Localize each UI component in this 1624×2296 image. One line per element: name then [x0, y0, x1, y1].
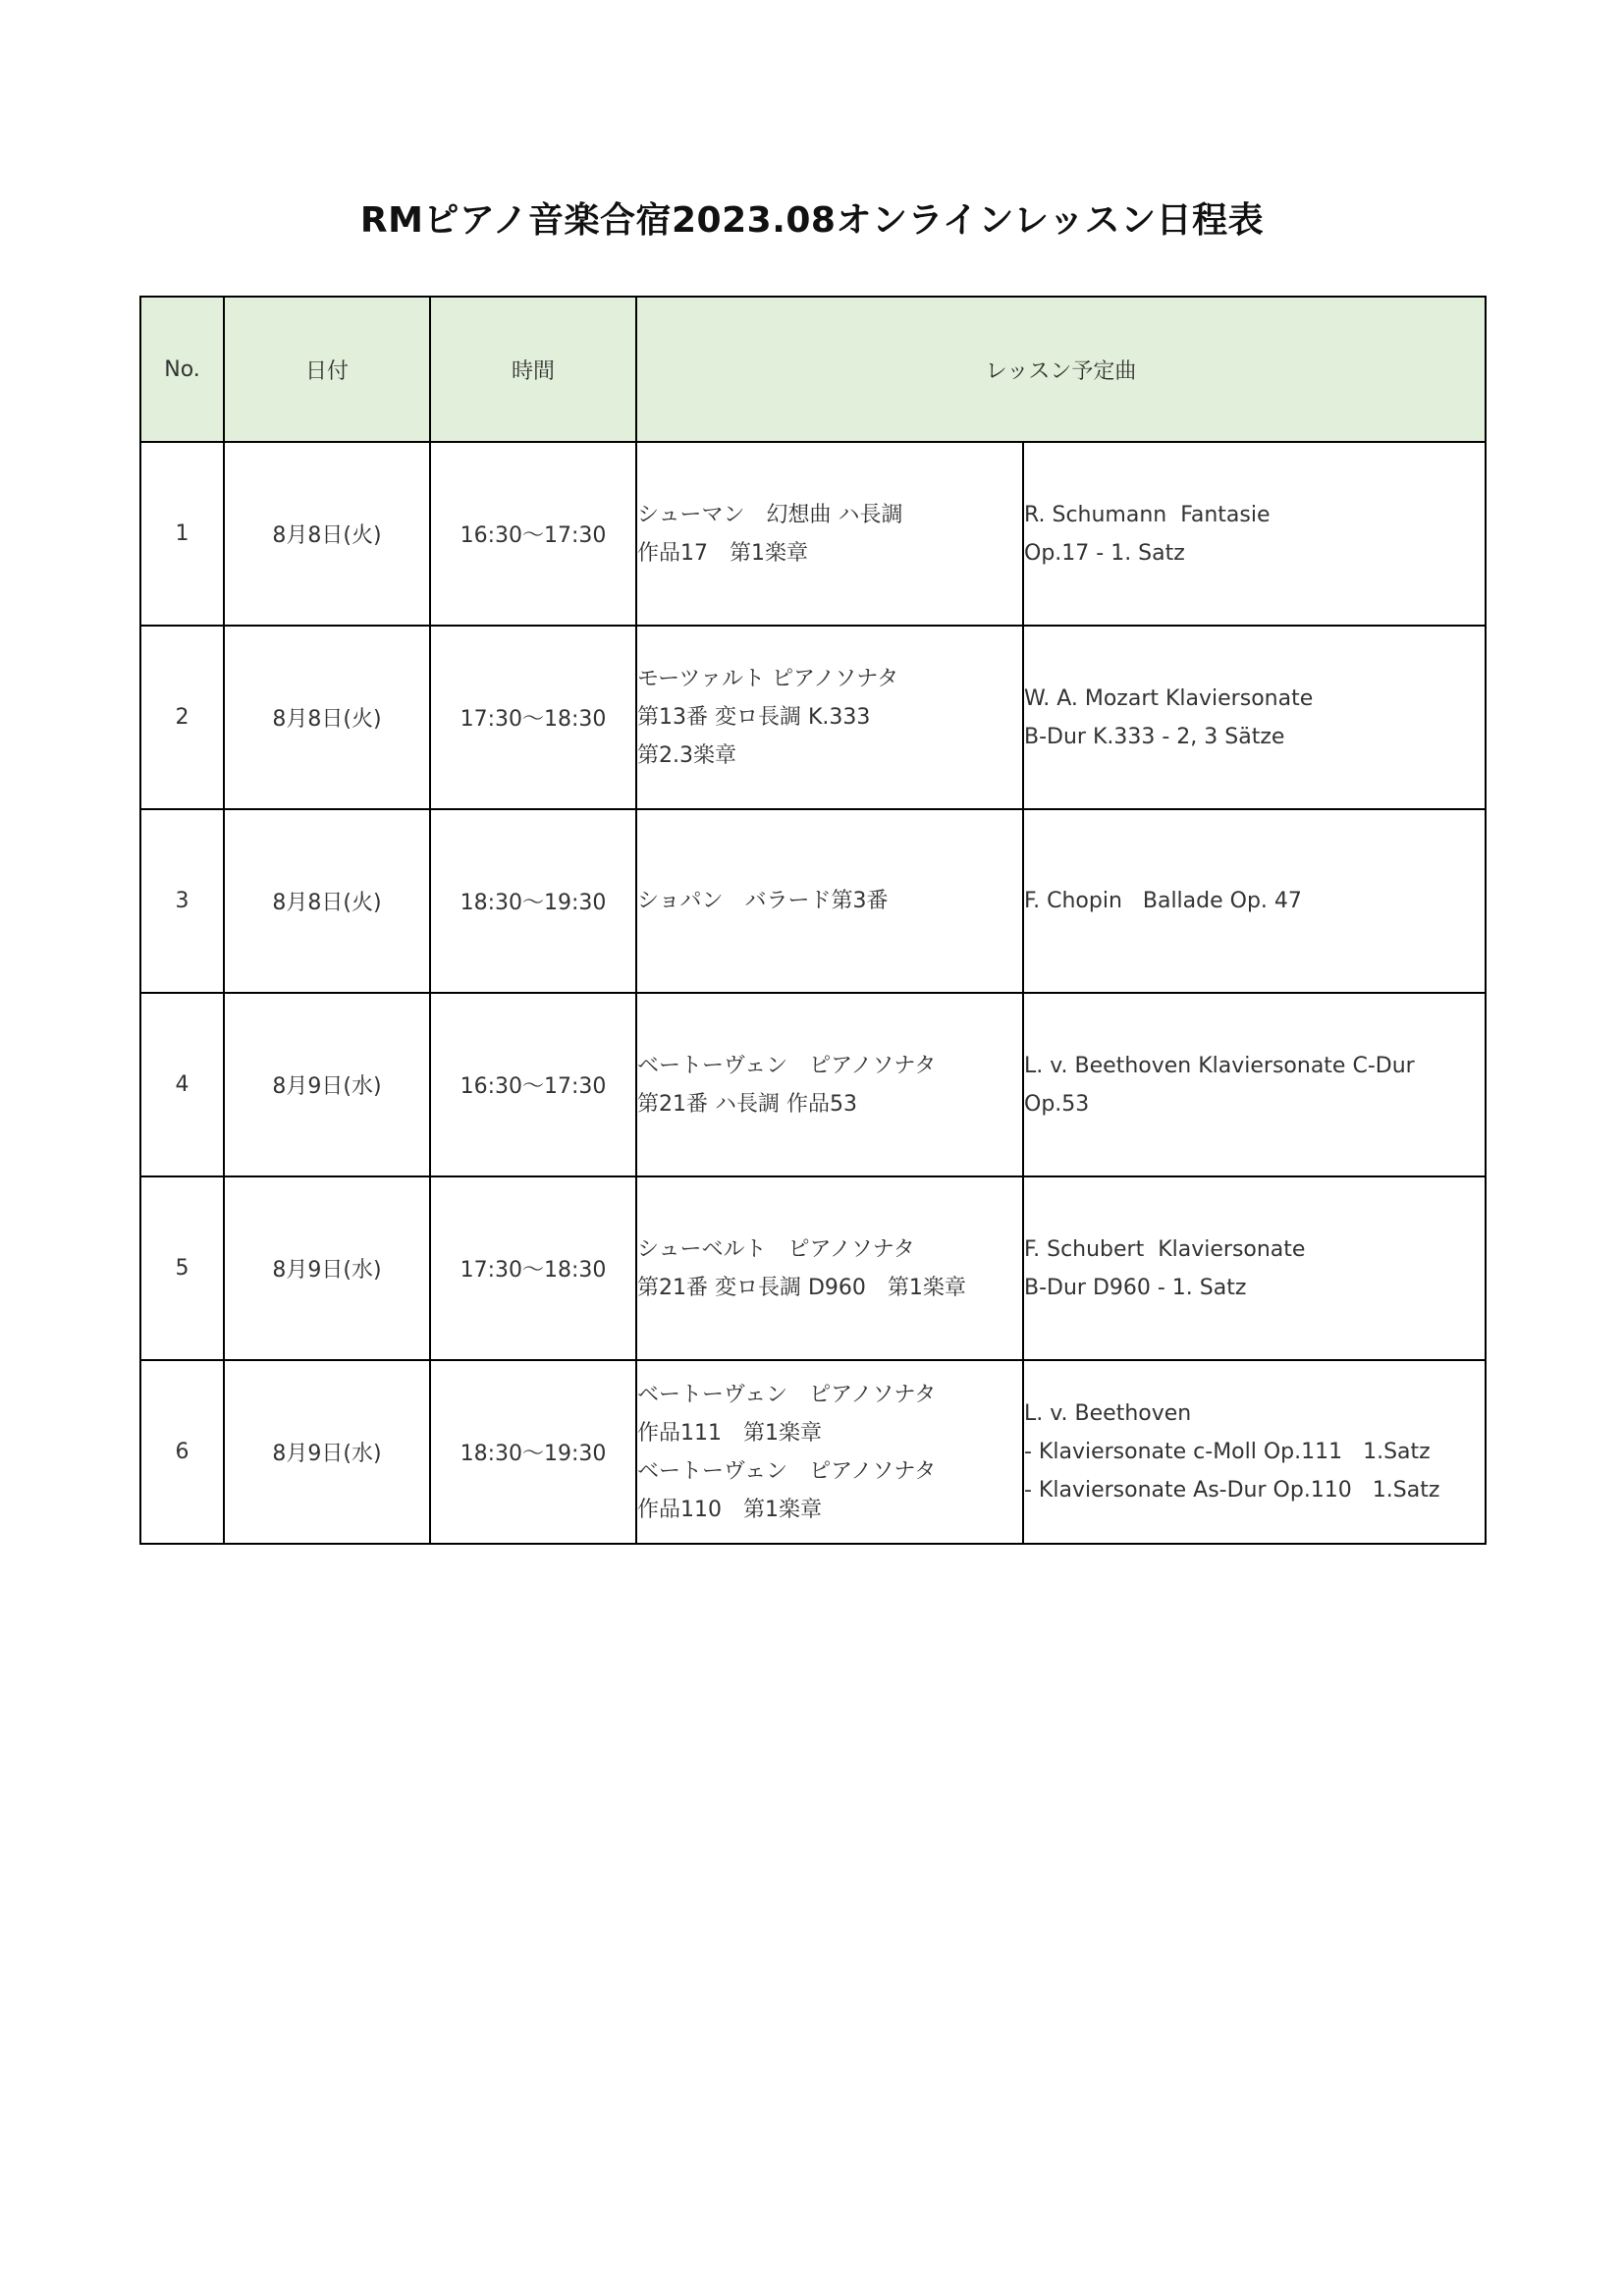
piece-japanese: [636, 1176, 1023, 1360]
row-date: 8月9日(水): [224, 1360, 430, 1544]
piece-german-line: - Klaviersonate As-Dur Op.110 1.Satz: [1024, 1478, 1440, 1503]
piece-japanese-line: モーツァルト ピアノソナタ: [637, 667, 899, 691]
piece-japanese-line: シューマン 幻想曲 ハ長調: [637, 502, 903, 527]
piece-japanese: [636, 626, 1023, 809]
piece-japanese: [636, 809, 1023, 993]
row-date: 8月9日(水): [224, 1176, 430, 1360]
table-row: [140, 1176, 1486, 1360]
table-body: [140, 442, 1486, 1544]
piece-japanese: [636, 1360, 1023, 1544]
piece-japanese-line: ショパン バラード第3番: [637, 889, 889, 913]
row-time: 17:30～18:30: [430, 1176, 636, 1360]
piece-japanese-line: ベートーヴェン ピアノソナタ: [637, 1053, 937, 1078]
row-date: 8月8日(火): [224, 442, 430, 626]
row-time: 17:30～18:30: [430, 626, 636, 809]
header-no: No.: [140, 297, 224, 442]
piece-german-line: R. Schumann Fantasie: [1024, 502, 1271, 527]
piece-japanese-line: ベートーヴェン ピアノソナタ: [637, 1382, 937, 1407]
row-date: 8月9日(水): [224, 993, 430, 1176]
piece-japanese-line: シューベルト ピアノソナタ: [637, 1236, 915, 1262]
piece-german-line: F. Schubert Klaviersonate: [1024, 1236, 1306, 1262]
piece-japanese-line: 第21番 変ロ長調 D960 第1楽章: [637, 1275, 966, 1300]
piece-german-line: L. v. Beethoven Klaviersonate C-Dur: [1024, 1053, 1415, 1078]
piece-japanese-line: 作品111 第1楽章: [637, 1420, 822, 1446]
header-date: 日付: [224, 297, 430, 442]
row-time: 16:30～17:30: [430, 442, 636, 626]
row-no: 2: [140, 626, 224, 809]
table-row: [140, 442, 1486, 626]
piece-german-line: B-Dur D960 - 1. Satz: [1024, 1275, 1247, 1300]
piece-german-line: - Klaviersonate c-Moll Op.111 1.Satz: [1024, 1440, 1431, 1464]
page-title: RMピアノ音楽合宿2023.08オンラインレッスン日程表: [359, 200, 1265, 241]
row-no: 1: [140, 442, 224, 626]
row-date: 8月8日(火): [224, 809, 430, 993]
piece-german-line: L. v. Beethoven: [1024, 1401, 1192, 1426]
row-time: 18:30～19:30: [430, 809, 636, 993]
piece-german: [1023, 993, 1486, 1176]
header-time: 時間: [430, 297, 636, 442]
header-piece: レッスン予定曲: [636, 297, 1486, 442]
piece-german: [1023, 1360, 1486, 1544]
piece-japanese-line: 作品17 第1楽章: [637, 540, 808, 566]
piece-japanese-line: 第21番 ハ長調 作品53: [637, 1091, 857, 1117]
row-date: 8月8日(火): [224, 626, 430, 809]
piece-japanese-line: 第13番 変ロ長調 K.333: [637, 705, 871, 730]
piece-german-line: Op.17 - 1. Satz: [1024, 540, 1185, 566]
table-row: [140, 809, 1486, 993]
row-no: 5: [140, 1176, 224, 1360]
table-row: [140, 626, 1486, 809]
table-row: [140, 1360, 1486, 1544]
piece-german-line: Op.53: [1024, 1091, 1090, 1117]
lesson-schedule-table: [139, 296, 1487, 1545]
piece-japanese-line: 作品110 第1楽章: [637, 1497, 822, 1522]
row-time: 16:30～17:30: [430, 993, 636, 1176]
row-time: 18:30～19:30: [430, 1360, 636, 1544]
row-no: 3: [140, 809, 224, 993]
piece-german: [1023, 809, 1486, 993]
table-header: [140, 297, 1486, 442]
row-no: 4: [140, 993, 224, 1176]
row-no: 6: [140, 1360, 224, 1544]
table-row: [140, 993, 1486, 1176]
piece-german-line: B-Dur K.333 - 2, 3 Sätze: [1024, 724, 1285, 749]
piece-german-line: F. Chopin Ballade Op. 47: [1024, 889, 1302, 913]
piece-japanese: [636, 442, 1023, 626]
piece-german: [1023, 1176, 1486, 1360]
piece-japanese-line: ベートーヴェン ピアノソナタ: [637, 1458, 937, 1484]
piece-german: [1023, 626, 1486, 809]
header-row: [140, 297, 1486, 442]
piece-japanese: [636, 993, 1023, 1176]
piece-german: [1023, 442, 1486, 626]
piece-japanese-line: 第2.3楽章: [637, 743, 736, 768]
piece-german-line: W. A. Mozart Klaviersonate: [1024, 685, 1314, 711]
